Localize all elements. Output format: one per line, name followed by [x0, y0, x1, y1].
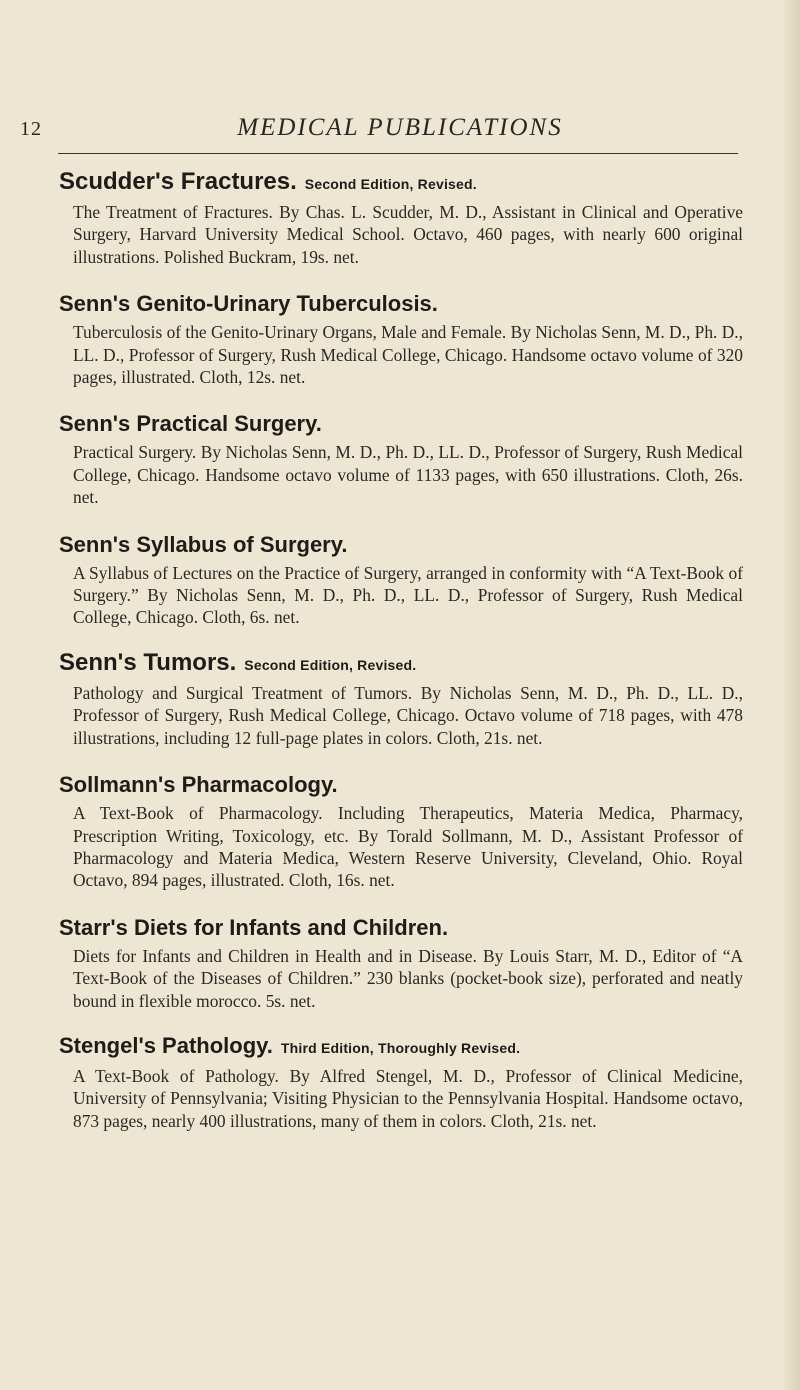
catalog-entry: [59, 911, 743, 1012]
entry-description: Tuberculosis of the Genito-Urinary Organs, Male and Female. By Nicholas Senn, M. D., Ph. D., LL. D., Professor of Surgery, Rush Medical College, Chicago. Handsome octavo volume of 320 pages, illustrated. Cloth, 12s. net.: [73, 322, 743, 388]
entry-heading: [59, 1029, 743, 1065]
entry-heading: [59, 287, 743, 321]
entry-title: Senn's Syllabus of Surgery.: [59, 531, 348, 557]
header-rule: [58, 153, 738, 154]
entry-title: Stengel's Pathology.: [59, 1032, 273, 1058]
page-header: [0, 114, 800, 158]
entry-heading: [59, 165, 743, 201]
entry-heading: [59, 911, 743, 945]
entry-heading: [59, 646, 743, 682]
entry-title: Senn's Genito-Urinary Tuberculosis.: [59, 291, 438, 317]
catalog-entry: [59, 646, 743, 749]
page-edge-shading: [782, 0, 800, 1390]
catalog-entry: [59, 1029, 743, 1132]
entry-title: Starr's Diets for Infants and Children.: [59, 914, 449, 940]
entry-title: Senn's Practical Surgery.: [59, 411, 322, 437]
entry-heading: [59, 528, 743, 562]
catalog-entry: [59, 407, 743, 508]
entry-heading: [59, 768, 743, 802]
catalog-entry: [59, 768, 743, 892]
running-title: MEDICAL PUBLICATIONS: [237, 114, 563, 141]
page-number: 12: [20, 118, 42, 140]
entry-description: A Text-Book of Pathology. By Alfred Stengel, M. D., Professor of Clinical Medicine, University of Pennsylvania; Visiting Physician to the Pennsylvania Hospital. Handsome octavo, 873 pages, nearly 400 illustrations, many of them in colors. Cloth, 21s. net.: [73, 1065, 743, 1131]
entry-description: Practical Surgery. By Nicholas Senn, M. D., Ph. D., LL. D., Professor of Surgery, Rush Medical College, Chicago. Handsome octavo volume of 1133 pages, with 650 illustrations. Cloth, 26s. net.: [73, 442, 743, 508]
entry-description: A Syllabus of Lectures on the Practice of Surgery, arranged in conformity with “A Text-Book of Surgery.” By Nicholas Senn, M. D., Ph. D., LL. D., Professor of Surgery, Rush Medical College, Chicago. Cloth, 6s. net.: [73, 562, 743, 628]
entry-description: Diets for Infants and Children in Health and in Disease. By Louis Starr, M. D., Editor of “A Text-Book of the Diseases of Children.” 230 blanks (pocket-book size), perforated and neatly bound in flexible morocco. 5s. net.: [73, 945, 743, 1011]
entry-edition: Third Edition, Thoroughly Revised.: [280, 1039, 521, 1056]
entry-description: A Text-Book of Pharmacology. Including Therapeutics, Materia Medica, Pharmacy, Prescription Writing, Toxicology, etc. By Torald Sollmann, M. D., Assistant Professor of Pharmacology and Materia Medica, Western Reserve University, Cleveland, Ohio. Royal Octavo, 894 pages, illustrated. Cloth, 16s. net.: [73, 803, 743, 891]
entry-description: The Treatment of Fractures. By Chas. L. Scudder, M. D., Assistant in Clinical and Operative Surgery, Harvard University Medical School. Octavo, 460 pages, with nearly 600 original illustrations. Polished Buckram, 19s. net.: [73, 202, 743, 267]
entry-title: Senn's Tumors.: [59, 648, 237, 676]
entry-title: Sollmann's Pharmacology.: [59, 772, 338, 798]
catalog-entry: [59, 165, 743, 268]
entry-description: Pathology and Surgical Treatment of Tumors. By Nicholas Senn, M. D., Ph. D., LL. D., Professor of Surgery, Rush Medical College, Chicago. Octavo volume of 718 pages, with 478 illustrations, including 12 full-page plates in colors. Cloth, 21s. net.: [73, 682, 743, 748]
entry-heading: [59, 407, 743, 441]
entry-title: Scudder's Fractures.: [59, 168, 297, 195]
catalog-entry: [59, 528, 743, 629]
catalog-entry: [59, 287, 743, 388]
entry-edition: Second Edition, Revised.: [304, 176, 477, 192]
catalog-entries: [59, 165, 743, 1132]
entry-edition: Second Edition, Revised.: [244, 656, 417, 673]
